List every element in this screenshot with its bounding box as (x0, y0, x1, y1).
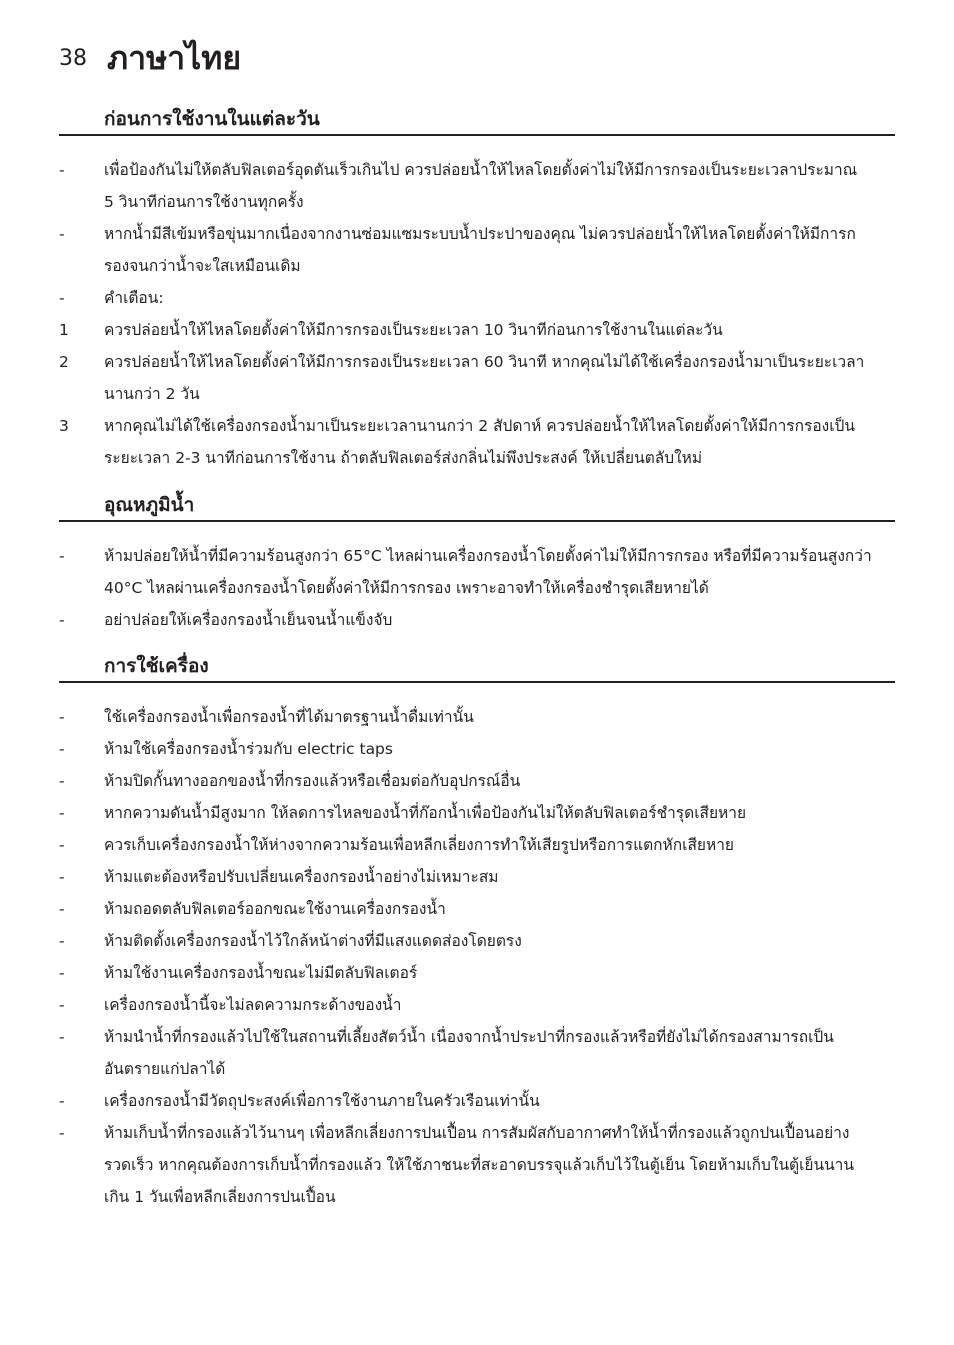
list-marker: - (59, 708, 65, 726)
list-marker: - (59, 547, 65, 565)
list-marker: - (59, 1092, 65, 1110)
list-item (59, 861, 895, 893)
list-item (59, 1085, 895, 1117)
list-item-text: เครื่องกรองน้ำนี้จะไม่ลดความกระด้างของน้ำ (104, 996, 402, 1014)
list-item-text: ควรเก็บเครื่องกรองน้ำให้ห่างจากความร้อนเพื่อหลีกเลี่ยงการทำให้เสียรูปหรือการแตกหักเสียหาย (104, 836, 734, 854)
list-item (59, 797, 895, 829)
section-before-daily-use (59, 104, 895, 474)
list-marker: - (59, 740, 65, 758)
list-item-text: ควรปล่อยน้ำให้ไหลโดยตั้งค่าให้มีการกรองเป็นระยะเวลา 60 วินาที หากคุณไม่ได้ใช้เครื่องกรองน้ำมาเป็นระยะเวลา นานกว่า 2 วัน (104, 353, 865, 403)
item-list (59, 154, 895, 474)
list-item (59, 282, 895, 314)
list-item-text: ห้ามปิดกั้นทางออกของน้ำที่กรองแล้วหรือเชื่อมต่อกับอุปกรณ์อื่น (104, 772, 521, 790)
item-list (59, 701, 895, 1213)
list-item-text: ห้ามปล่อยให้น้ำที่มีความร้อนสูงกว่า 65°C ไหลผ่านเครื่องกรองน้ำโดยตั้งค่าไม่ให้มีการกรอง หรือที่มีความร้อนสูงกว่า 40°C ไหลผ่านเครื่องกรองน้ำโดยตั้งค่าให้มีการกรอง เพราะอาจทำให้เครื่องชำรุดเสียหายได้ (104, 547, 872, 597)
list-item (59, 893, 895, 925)
list-item-text: ห้ามแตะต้องหรือปรับเปลี่ยนเครื่องกรองน้ำอย่างไม่เหมาะสม (104, 868, 499, 886)
list-item (59, 410, 895, 474)
list-item-text: เครื่องกรองน้ำมีวัตถุประสงค์เพื่อการใช้งานภายในครัวเรือนเท่านั้น (104, 1092, 540, 1110)
list-item (59, 989, 895, 1021)
list-marker: - (59, 900, 65, 918)
page-title: ภาษาไทย (107, 39, 242, 77)
list-item (59, 1117, 895, 1213)
list-item-text: ห้ามถอดตลับฟิลเตอร์ออกขณะใช้งานเครื่องกรองน้ำ (104, 900, 446, 918)
list-item (59, 346, 895, 410)
list-marker: 2 (59, 353, 69, 371)
list-item-text: ใช้เครื่องกรองน้ำเพื่อกรองน้ำที่ได้มาตรฐานน้ำดื่มเท่านั้น (104, 708, 474, 726)
page-header (59, 24, 241, 84)
list-item (59, 957, 895, 989)
list-item-text: ห้ามใช้เครื่องกรองน้ำร่วมกับ electric taps (104, 740, 393, 758)
section-title: อุณหภูมิน้ำ (59, 490, 895, 522)
list-item (59, 733, 895, 765)
list-marker: - (59, 804, 65, 822)
section-water-temperature (59, 490, 895, 636)
list-item (59, 765, 895, 797)
list-item-text: ห้ามนำน้ำที่กรองแล้วไปใช้ในสถานที่เลี้ยงสัตว์น้ำ เนื่องจากน้ำประปาที่กรองแล้วหรือที่ยังไม่ได้กรองสามารถเป็น อันตรายแก่ปลาได้ (104, 1028, 834, 1078)
list-marker: 1 (59, 321, 69, 339)
list-item-text: คำเตือน: (104, 289, 164, 307)
list-item (59, 604, 895, 636)
list-marker: - (59, 611, 65, 629)
list-marker: - (59, 1124, 65, 1142)
list-item-text: อย่าปล่อยให้เครื่องกรองน้ำเย็นจนน้ำแข็งจับ (104, 611, 393, 629)
list-marker: - (59, 932, 65, 950)
list-item (59, 829, 895, 861)
list-item (59, 701, 895, 733)
list-marker: - (59, 772, 65, 790)
list-marker: - (59, 964, 65, 982)
list-marker: - (59, 289, 65, 307)
list-marker: - (59, 225, 65, 243)
list-item-text: หากความดันน้ำมีสูงมาก ให้ลดการไหลของน้ำที่ก๊อกน้ำเพื่อป้องกันไม่ให้ตลับฟิลเตอร์ชำรุดเสียหาย (104, 804, 747, 822)
list-marker: - (59, 836, 65, 854)
section-using-appliance (59, 651, 895, 1213)
list-item-text: ห้ามใช้งานเครื่องกรองน้ำขณะไม่มีตลับฟิลเตอร์ (104, 964, 418, 982)
list-item (59, 540, 895, 604)
list-item (59, 154, 895, 218)
list-item-text: หากคุณไม่ได้ใช้เครื่องกรองน้ำมาเป็นระยะเวลานานกว่า 2 สัปดาห์ ควรปล่อยน้ำให้ไหลโดยตั้งค่าให้มีการกรองเป็น ระยะเวลา 2-3 นาทีก่อนการใช้งาน ถ้าตลับฟิลเตอร์ส่งกลิ่นไม่พึงประสงค์ ให้เปลี่ยนตลับใหม่ (104, 417, 855, 467)
list-item (59, 218, 895, 282)
section-title: การใช้เครื่อง (59, 651, 895, 683)
list-marker: - (59, 1028, 65, 1046)
list-marker: - (59, 868, 65, 886)
list-item-text: ห้ามติดตั้งเครื่องกรองน้ำไว้ใกล้หน้าต่างที่มีแสงแดดส่องโดยตรง (104, 932, 522, 950)
list-item (59, 925, 895, 957)
list-item-text: หากน้ำมีสีเข้มหรือขุ่นมากเนื่องจากงานซ่อมแซมระบบน้ำประปาของคุณ ไม่ควรปล่อยน้ำให้ไหลโดยตั้งค่าให้มีการก รองจนกว่าน้ำจะใสเหมือนเดิม (104, 225, 856, 275)
list-marker: 3 (59, 417, 69, 435)
list-marker: - (59, 161, 65, 179)
section-title: ก่อนการใช้งานในแต่ละวัน (59, 104, 895, 136)
list-item (59, 1021, 895, 1085)
list-item-text: ควรปล่อยน้ำให้ไหลโดยตั้งค่าให้มีการกรองเป็นระยะเวลา 10 วินาทีก่อนการใช้งานในแต่ละวัน (104, 321, 723, 339)
list-item-text: เพื่อป้องกันไม่ให้ตลับฟิลเตอร์อุดตันเร็วเกินไป ควรปล่อยน้ำให้ไหลโดยตั้งค่าไม่ให้มีการกรองเป็นระยะเวลาประมาณ 5 วินาทีก่อนการใช้งานทุกครั้ง (104, 161, 858, 211)
item-list (59, 540, 895, 636)
list-marker: - (59, 996, 65, 1014)
list-item-text: ห้ามเก็บน้ำที่กรองแล้วไว้นานๆ เพื่อหลีกเลี่ยงการปนเปื้อน การสัมผัสกับอากาศทำให้น้ำที่กรองแล้วถูกปนเปื้อนอย่าง รวดเร็ว หากคุณต้องการเก็บน้ำที่กรองแล้ว ให้ใช้ภาชนะที่สะอาดบรรจุแล้วเก็บไว้ในตู้เย็น โดยห้ามเก็บในตู้เย็นนาน เกิน 1 วันเพื่อหลีกเลี่ยงการปนเปื้อน (104, 1124, 854, 1206)
list-item (59, 314, 895, 346)
page-number: 38 (59, 46, 87, 71)
